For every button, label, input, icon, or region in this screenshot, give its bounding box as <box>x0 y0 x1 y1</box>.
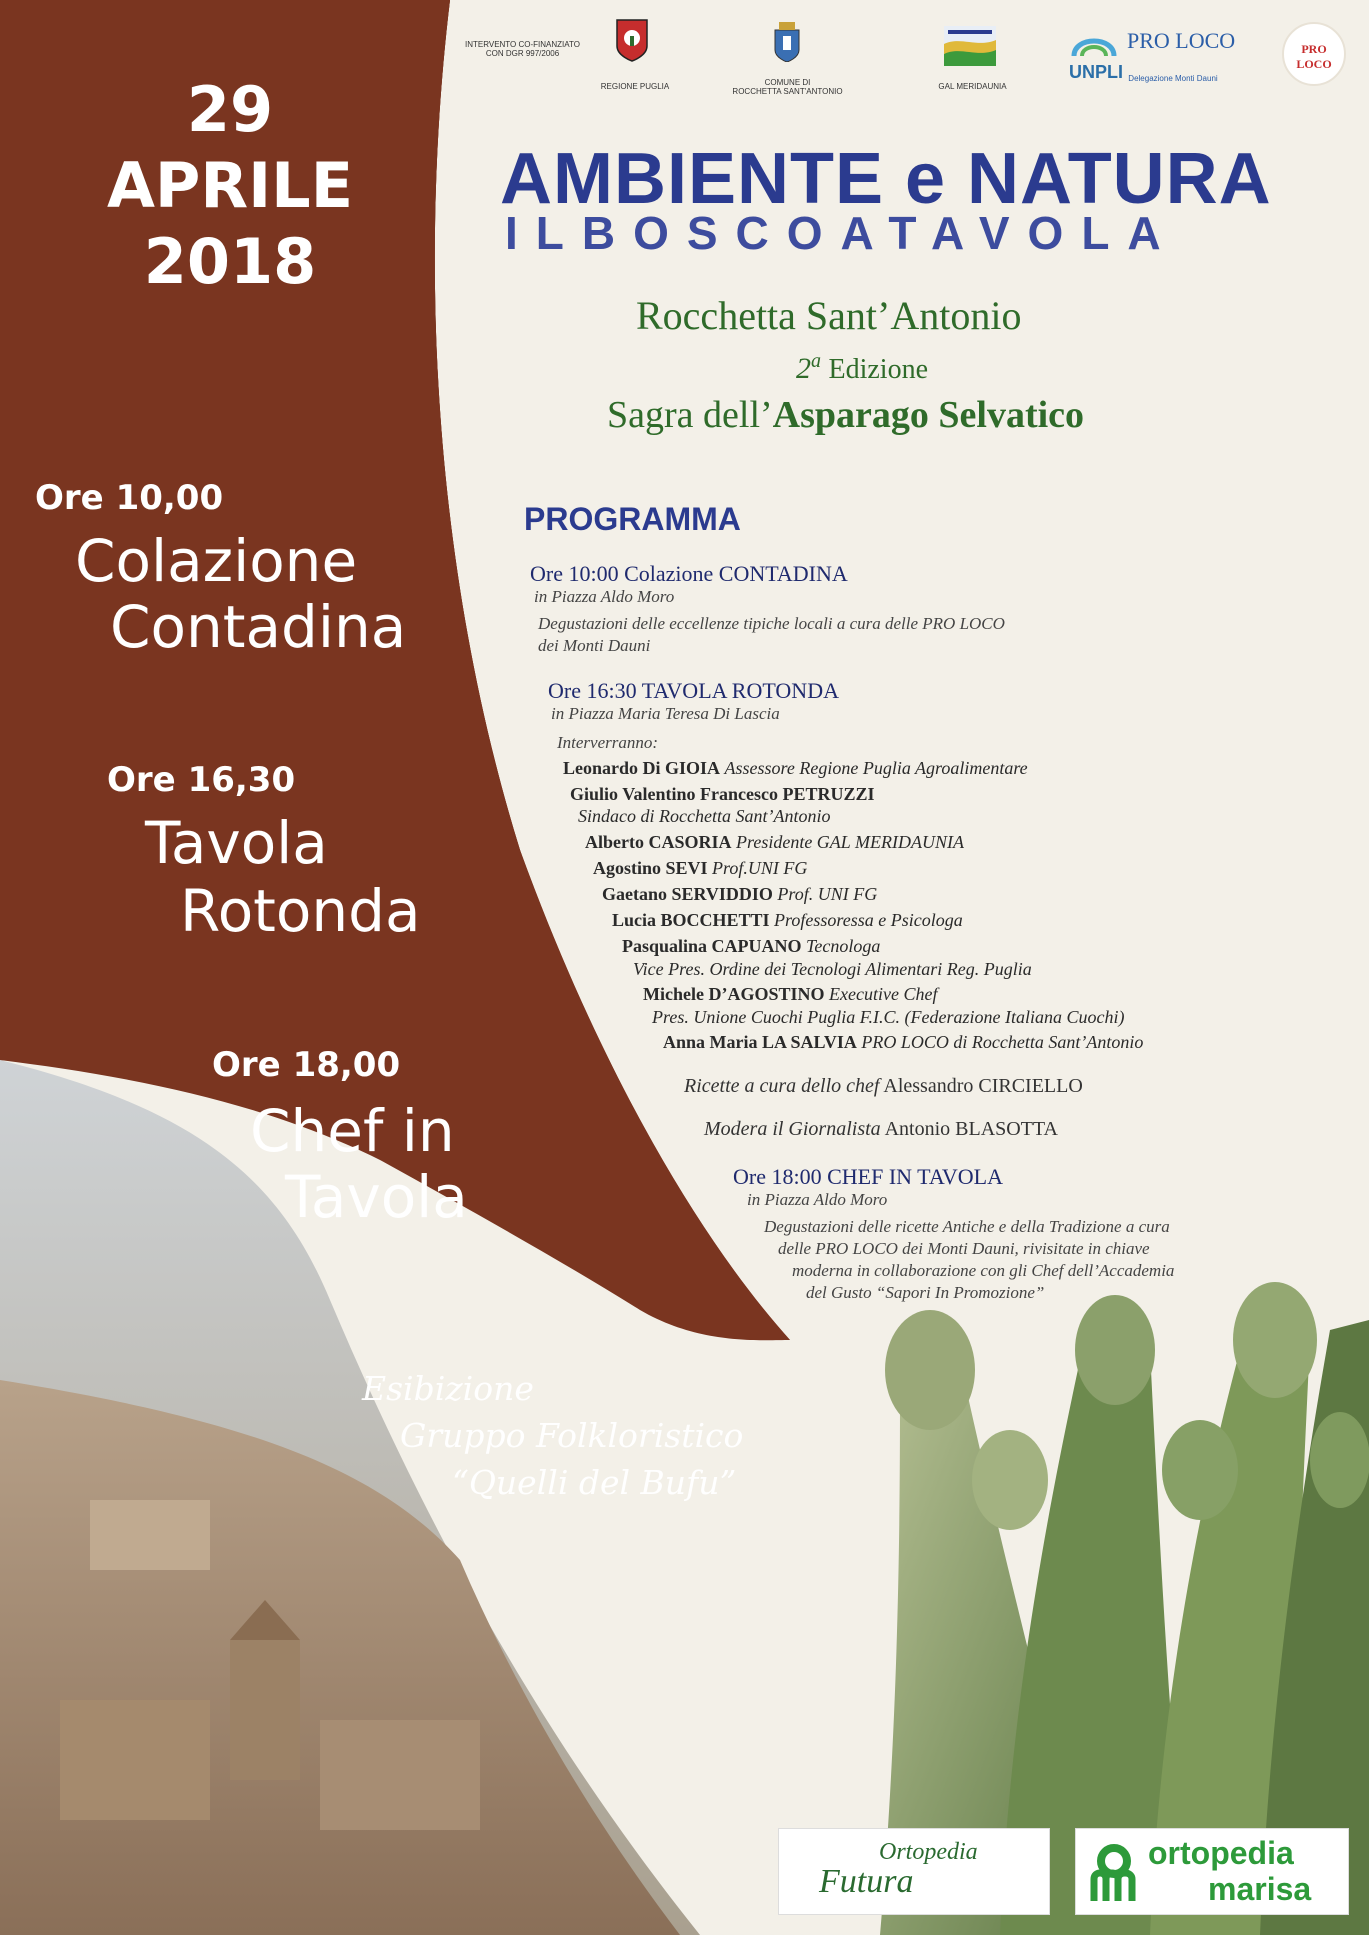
date-month: APRILE <box>106 149 354 222</box>
speaker-3-role: Presidente GAL MERIDAUNIA <box>736 832 964 852</box>
speaker-2-role-line <box>578 806 830 827</box>
main-title: AMBIENTE e NATURA <box>500 139 1272 219</box>
schedule-title-3b: Tavola <box>285 1163 468 1231</box>
sub-title: ILBOSCOATAVOLA <box>505 207 1179 259</box>
ortopedia-marisa-logo <box>1075 1828 1349 1915</box>
marisa-word2: marisa <box>1208 1871 1312 1907</box>
speaker-8-role2: Pres. Unione Cuochi Puglia F.I.C. (Federazione Italiana Cuochi) <box>652 1007 1125 1027</box>
schedule-title-2b: Rotonda <box>180 877 421 945</box>
schedule-title-3a: Chef in <box>250 1097 455 1165</box>
event-date <box>20 72 440 300</box>
exhibition-line3: “Quelli del Bufu” <box>452 1463 737 1502</box>
edition-word: Edizione <box>828 354 929 385</box>
speaker-7-role2: Vice Pres. Ordine dei Tecnologi Alimentari Reg. Puglia <box>633 959 1032 979</box>
schedule-title-1a: Colazione <box>75 527 358 595</box>
futura-word1: Ortopedia <box>879 1839 978 1865</box>
date-day: 29 <box>186 73 274 146</box>
speaker-2 <box>570 784 875 805</box>
sagra-title <box>607 393 1084 437</box>
regione-puglia-logo-icon <box>615 18 649 62</box>
event3-desc1: Degustazioni delle ricette Antiche e della Tradizione a cura <box>764 1217 1170 1236</box>
recipes-credit <box>684 1075 1083 1098</box>
location: Rocchetta Sant’Antonio <box>636 293 1022 338</box>
speaker-7 <box>622 936 880 957</box>
speaker-7-role-line <box>633 959 1032 980</box>
speaker-2-name: Giulio Valentino Francesco PETRUZZI <box>570 784 875 804</box>
speaker-4-name: Agostino SEVI <box>593 858 708 878</box>
speaker-8-role: Executive Chef <box>829 984 938 1004</box>
speaker-1-role: Assessore Regione Puglia Agroalimentare <box>724 758 1028 778</box>
event3-desc3: moderna in collaborazione con gli Chef dell’Accademia <box>792 1261 1175 1280</box>
chef-name: Alessandro CIRCIELLO <box>883 1075 1083 1097</box>
event2-heading: Ore 16:30 TAVOLA ROTONDA <box>548 678 839 703</box>
sagra-prefix: Sagra dell’ <box>607 394 773 436</box>
exhibition-line1: Esibizione <box>362 1369 534 1408</box>
speaker-9-role: PRO LOCO di Rocchetta Sant’Antonio <box>861 1032 1144 1052</box>
cofinanced-note: INTERVENTO CO-FINANZIATO CON DGR 997/2006 <box>465 40 580 58</box>
speaker-3 <box>585 832 964 853</box>
proloco-sub: Delegazione Monti Dauni <box>1128 74 1218 83</box>
speaker-2-role: Sindaco di Rocchetta Sant’Antonio <box>578 806 831 826</box>
speaker-6 <box>612 910 963 931</box>
speaker-4-role: Prof.UNI FG <box>712 858 808 878</box>
speaker-9 <box>663 1032 1143 1053</box>
proloco-label: PRO LOCO <box>1127 28 1236 53</box>
ortopedia-futura-logo <box>778 1828 1050 1915</box>
speaker-3-name: Alberto CASORIA <box>585 832 732 852</box>
schedule-time-2: Ore 16,30 <box>107 760 296 800</box>
comune-label: COMUNE DI ROCCHETTA SANT'ANTONIO <box>732 78 843 96</box>
speaker-7-name: Pasqualina CAPUANO <box>622 936 802 956</box>
marisa-word1: ortopedia <box>1148 1835 1294 1871</box>
unpli-label: UNPLI <box>1069 62 1123 82</box>
edition <box>796 350 928 386</box>
moderator-prefix: Modera il Giornalista <box>704 1118 881 1140</box>
regione-puglia-label: REGIONE PUGLIA <box>600 82 670 91</box>
event1-desc2: dei Monti Dauni <box>538 636 651 655</box>
proloco-badge-icon <box>1282 22 1346 86</box>
speaker-8-role-line <box>652 1007 1124 1028</box>
futura-word2: Futura <box>819 1863 914 1900</box>
speaker-5 <box>602 884 877 905</box>
speaker-4 <box>593 858 807 879</box>
schedule-time-1: Ore 10,00 <box>35 478 224 518</box>
event1-desc1: Degustazioni delle eccellenze tipiche locali a cura delle PRO LOCO <box>538 614 1005 633</box>
speaker-5-role: Prof. UNI FG <box>777 884 878 904</box>
moderator-name: Antonio BLASOTTA <box>884 1118 1058 1140</box>
schedule-title-1b: Contadina <box>110 593 407 661</box>
edition-number: 2 <box>796 352 811 385</box>
comune-crest-icon <box>773 22 801 62</box>
speaker-8 <box>643 984 937 1005</box>
schedule-time-3: Ore 18,00 <box>212 1045 401 1085</box>
event3-place: in Piazza Aldo Moro <box>747 1190 888 1209</box>
gal-meridaunia-label: GAL MERIDAUNIA <box>938 82 1007 91</box>
event1-place: in Piazza Aldo Moro <box>534 587 675 606</box>
gal-meridaunia-logo-icon <box>942 24 998 68</box>
unpli-logo-icon <box>1070 26 1118 60</box>
event1-heading: Ore 10:00 Colazione CONTADINA <box>530 561 848 586</box>
event3-heading: Ore 18:00 CHEF IN TAVOLA <box>733 1164 1003 1189</box>
om-monogram-icon <box>1088 1843 1140 1903</box>
moderator-credit <box>704 1118 1058 1141</box>
proloco-badge-label: PRO LOCO <box>1296 42 1332 71</box>
recipes-credit-prefix: Ricette a cura dello chef <box>684 1075 880 1097</box>
speaker-9-name: Anna Maria LA SALVIA <box>663 1032 857 1052</box>
speaker-7-role: Tecnologa <box>806 936 881 956</box>
speaker-8-name: Michele D’AGOSTINO <box>643 984 825 1004</box>
programma-heading: PROGRAMMA <box>524 501 741 537</box>
speaker-6-role: Professoressa e Psicologa <box>774 910 963 930</box>
event2-intro: Interverranno: <box>557 733 659 752</box>
edition-sup: a <box>811 350 821 372</box>
exhibition-line2: Gruppo Folkloristico <box>400 1416 744 1455</box>
event3-desc4: del Gusto “Sapori In Promozione” <box>806 1283 1045 1302</box>
speaker-5-name: Gaetano SERVIDDIO <box>602 884 773 904</box>
sagra-name: Asparago Selvatico <box>772 394 1085 436</box>
top-logos <box>455 18 1360 98</box>
speaker-1 <box>563 758 1028 779</box>
speaker-1-name: Leonardo Di GIOIA <box>563 758 721 778</box>
date-year: 2018 <box>143 225 317 298</box>
schedule-title-2a: Tavola <box>145 809 328 877</box>
event3-desc2: delle PRO LOCO dei Monti Dauni, rivisitate in chiave <box>778 1239 1150 1258</box>
speaker-6-name: Lucia BOCCHETTI <box>612 910 770 930</box>
event2-place: in Piazza Maria Teresa Di Lascia <box>551 704 780 723</box>
